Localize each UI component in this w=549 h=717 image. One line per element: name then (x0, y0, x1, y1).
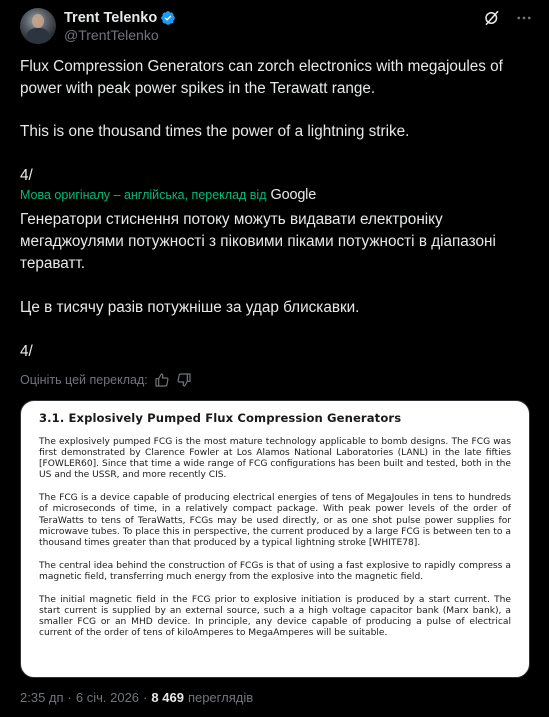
meta-separator: · (143, 690, 148, 705)
views-label: переглядів (187, 690, 254, 705)
translation-label: Мова оригіналу – англійська, переклад від (20, 188, 267, 202)
paper-excerpt (21, 401, 529, 639)
header-actions (483, 9, 533, 27)
translated-paragraph-2: Це в тисячу разів потужніше за удар блискавки. (20, 299, 360, 316)
handle[interactable]: @TrentTelenko (64, 26, 159, 43)
avatar[interactable] (20, 8, 56, 44)
paper-paragraph: The initial magnetic field in the FCG prior to explosive initiation is produced by a start current. The start current is supplied by an external source, such a a high voltage capacitor bank (Marx bank), a smaller FCG or an MHD device. In principle, any device capable of producing a pulse of electrical current of the order of tens of kiloAmperes to MegaAmperes will be suitable. (39, 595, 511, 639)
attached-image[interactable] (20, 400, 530, 678)
user-block (64, 10, 176, 43)
original-paragraph-3: 4/ (20, 167, 33, 184)
rate-label: Оцініть цей переклад: (20, 373, 148, 387)
verified-badge-icon (160, 10, 176, 26)
post-date[interactable]: 6 січ. 2026 (75, 690, 140, 705)
grok-icon[interactable] (483, 9, 501, 27)
post-header (20, 6, 533, 46)
rate-translation (20, 372, 192, 388)
name-row (64, 10, 176, 26)
paper-paragraph: The FCG is a device capable of producing electrical energies of tens of MegaJoules in tens to hundreds of microseconds of time, in a relatively compact package. With peak power levels of the order of TeraWatts to tens of TeraWatts, FCGs may be used directly, or as one shot pulse power supplies for microwave tubes. To place this in perspective, the current produced by a large FCG is between ten to a thousand times greater than that produced by a typical lightning stroke [WHITE78]. (39, 493, 511, 548)
original-paragraph-1: Flux Compression Generators can zorch electronics with megajoules of power with peak power spikes in the Terawatt range. (20, 58, 503, 97)
post-meta (20, 690, 253, 705)
post-time[interactable]: 2:35 дп (20, 690, 64, 705)
original-paragraph-2: This is one thousand times the power of a lightning strike. (20, 123, 410, 140)
meta-separator: · (67, 690, 72, 705)
views-count: 8 469 (151, 690, 184, 705)
translation-attribution[interactable] (20, 187, 316, 203)
thumb-up-icon[interactable] (154, 372, 170, 388)
google-logo: Google (270, 187, 317, 203)
thumb-down-icon[interactable] (176, 372, 192, 388)
translated-paragraph-1: Генератори стиснення потоку можуть видавати електроніку мегаджоулями потужності з піковими піками потужності в діапазоні тераватт. (20, 211, 496, 272)
display-name[interactable]: Trent Telenko (64, 9, 158, 26)
paper-paragraph: The central idea behind the construction of FCGs is that of using a fast explosive to rapidly compress a magnetic field, transferring much energy from the explosive into the magnetic field. (39, 560, 511, 582)
paper-section-title: 3.1. Explosively Pumped Flux Compression Generators (39, 411, 402, 425)
paper-paragraph: The explosively pumped FCG is the most mature technology applicable to bomb designs. The FCG was first demonstrated by Clarence Fowler at Los Alamos National Laboratories (LANL) in the late fifties [FOWLER60]. Since that time a wide range of FCG configurations has been built and tested, both in the US and the USSR, and more recently CIS. (39, 437, 511, 481)
more-icon[interactable] (515, 9, 533, 27)
translated-paragraph-3: 4/ (20, 343, 33, 360)
